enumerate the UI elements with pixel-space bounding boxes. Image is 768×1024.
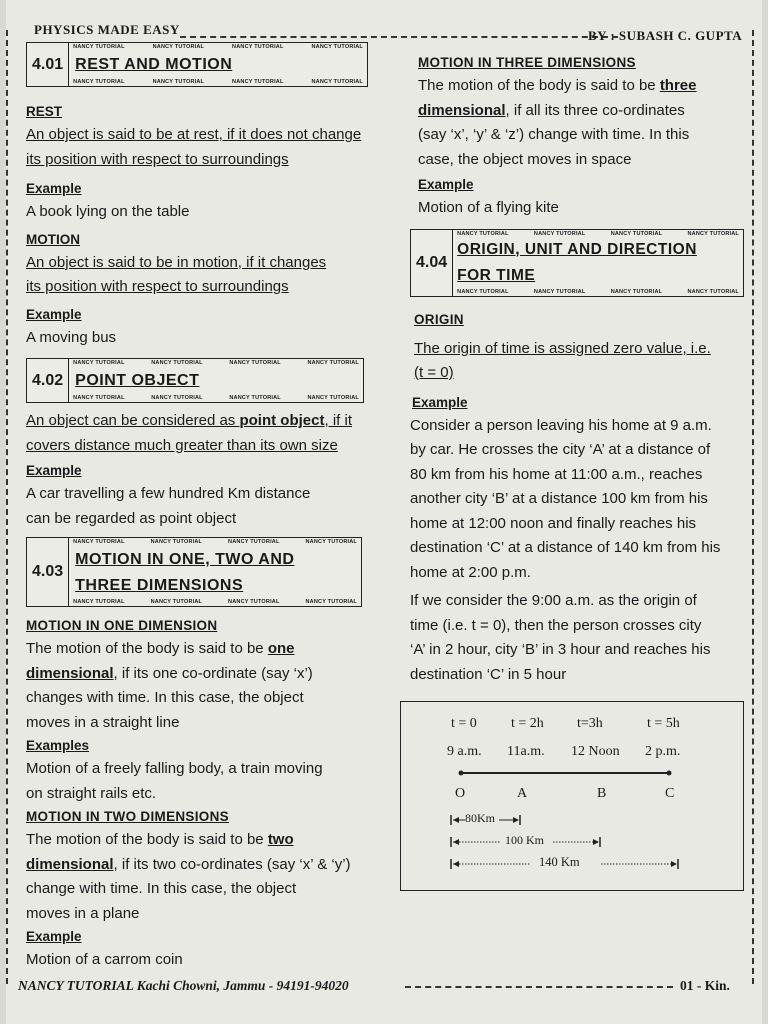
rest-definition-line-2: its position with respect to surroundings <box>26 150 289 168</box>
one-dimension-line-1: The motion of the body is said to be one <box>26 640 295 657</box>
two-dimension-label: MOTION IN TWO DIMENSIONS <box>26 809 229 824</box>
footer-page-number: 01 - Kin. <box>680 978 730 993</box>
section-title: POINT OBJECT <box>75 372 200 389</box>
diagram-distance-140: 140 Km <box>539 855 580 869</box>
three-dimension-label: MOTION IN THREE DIMENSIONS <box>418 55 636 70</box>
watermark-row: NANCY TUTORIAL NANCY TUTORIAL NANCY TUTORIAL NANCY TUTORIAL <box>73 360 359 366</box>
watermark-row: NANCY TUTORIAL NANCY TUTORIAL NANCY TUTORIAL NANCY TUTORIAL <box>457 288 739 295</box>
watermark-row: NANCY TUTORIAL NANCY TUTORIAL NANCY TUTORIAL NANCY TUTORIAL <box>457 230 739 237</box>
diagram-distance-80: 80Km <box>465 811 495 825</box>
three-dimension-line-4: case, the object moves in space <box>418 150 632 168</box>
header-book-title: PHYSICS MADE EASY <box>34 22 180 37</box>
section-title-line-1: ORIGIN, UNIT AND DIRECTION <box>457 240 697 258</box>
motion-example-label: Example <box>26 306 82 322</box>
section-title-line-2: FOR TIME <box>457 266 536 284</box>
watermark-row: NANCY TUTORIAL NANCY TUTORIAL NANCY TUTORIAL NANCY TUTORIAL <box>73 599 357 605</box>
diagram-t-label: t=3h <box>577 716 603 731</box>
two-dimension-line-2: dimensional, if its two co-ordinates (say ‘x’ & ‘y’) <box>26 855 351 873</box>
motion-label: MOTION <box>26 231 80 247</box>
rest-label: REST <box>26 104 63 119</box>
motion-definition-line-1: An object is said to be in motion, if it changes <box>26 253 327 271</box>
paragraph-line: home at 12:00 noon and finally reaches his <box>410 514 697 532</box>
paragraph-line: If we consider the 9:00 a.m. as the origin of <box>410 592 697 609</box>
watermark-row: NANCY TUTORIAL NANCY TUTORIAL NANCY TUTORIAL NANCY TUTORIAL <box>73 539 357 545</box>
origin-label: ORIGIN <box>414 311 464 327</box>
one-dimension-line-4: moves in a straight line <box>26 713 180 731</box>
one-dimension-line-2: dimensional, if its one co-ordinate (say ‘x’) <box>26 664 313 682</box>
point-example-label: Example <box>26 463 82 478</box>
watermark-row: NANCY TUTORIAL NANCY TUTORIAL NANCY TUTORIAL NANCY TUTORIAL <box>73 395 359 401</box>
section-title-line-1: MOTION IN ONE, TWO AND <box>75 551 295 568</box>
rest-example: A book lying on the table <box>26 203 190 220</box>
diagram-t-label: t = 5h <box>647 716 680 731</box>
paragraph-line: by car. He crosses the city ‘A’ at a distance of <box>410 441 711 458</box>
paragraph-line: 80 km from his home at 11:00 a.m., reaches <box>410 465 703 483</box>
point-c <box>667 771 672 776</box>
origin-definition-line-2: (t = 0) <box>414 364 454 381</box>
paragraph-line: destination ‘C’ in 5 hour <box>410 665 567 683</box>
section-4-02-heading <box>26 358 364 403</box>
diagram-t-label: t = 0 <box>451 716 477 731</box>
diagram-point-label: C <box>665 786 675 801</box>
section-number: 4.02 <box>27 359 69 402</box>
diagram-point-label: B <box>597 786 607 801</box>
diagram-clock-label: 12 Noon <box>571 744 620 759</box>
section-title-line-2: THREE DIMENSIONS <box>75 577 244 594</box>
three-dimension-line-2: dimensional, if all its three co-ordinates <box>418 101 685 119</box>
two-dimension-example-label: Example <box>26 929 82 944</box>
origin-example-paragraph <box>410 414 746 586</box>
point-object-definition-line-1: An object can be considered as point object, if it <box>26 412 352 429</box>
three-dimension-line-3: (say ‘x’, ‘y’ & ‘z’) change with time. In this <box>418 126 690 143</box>
watermark-row: NANCY TUTORIAL NANCY TUTORIAL NANCY TUTORIAL NANCY TUTORIAL <box>73 79 363 85</box>
paragraph-line: Consider a person leaving his home at 9 a.m. <box>410 416 712 434</box>
origin-definition-line-1: The origin of time is assigned zero value, i.e. <box>414 339 711 357</box>
point-object-definition-line-2: covers distance much greater than its own size <box>26 436 338 454</box>
three-dimension-line-1: The motion of the body is said to be three <box>418 77 697 94</box>
motion-definition-line-2: its position with respect to surroundings <box>26 278 289 295</box>
section-4-04-heading <box>410 229 744 297</box>
diagram-clock-label: 2 p.m. <box>645 744 681 759</box>
paragraph-line: time (i.e. t = 0), then the person crosses city <box>410 616 702 634</box>
one-dimension-example-line-2: on straight rails etc. <box>26 784 157 802</box>
footer-dashed-line <box>405 986 673 988</box>
motion-example: A moving bus <box>26 328 117 346</box>
header-dashed-line <box>180 36 618 38</box>
two-dimension-line-1: The motion of the body is said to be two <box>26 831 294 848</box>
diagram-clock-label: 11a.m. <box>507 744 545 759</box>
origin-explanation-paragraph <box>410 589 746 687</box>
point-o <box>459 771 464 776</box>
two-dimension-example: Motion of a carrom coin <box>26 951 183 968</box>
left-dashed-border <box>6 30 8 984</box>
three-dimension-example-label: Example <box>418 177 474 192</box>
header-author: BY : SUBASH C. GUPTA <box>588 28 743 43</box>
diagram-clock-label: 9 a.m. <box>447 744 482 759</box>
point-example-line-2: can be regarded as point object <box>26 509 237 527</box>
rest-definition-line-1: An object is said to be at rest, if it does not change <box>26 126 362 143</box>
three-dimension-example: Motion of a flying kite <box>418 199 559 216</box>
one-dimension-examples-label: Examples <box>26 738 90 753</box>
diagram-point-label: A <box>517 786 528 801</box>
paragraph-line: home at 2:00 p.m. <box>410 563 531 581</box>
time-origin-diagram <box>400 701 744 891</box>
section-title: REST AND MOTION <box>75 56 233 73</box>
two-dimension-line-3: change with time. In this case, the object <box>26 880 297 897</box>
right-column <box>410 52 746 891</box>
one-dimension-line-3: changes with time. In this case, the object <box>26 689 304 706</box>
section-4-03-heading <box>26 537 362 607</box>
paragraph-line: ‘A’ in 2 hour, city ‘B’ in 3 hour and reaches his <box>410 641 711 658</box>
footer-address: NANCY TUTORIAL Kachi Chowni, Jammu - 94191-94020 <box>18 978 349 993</box>
section-number: 4.01 <box>27 43 69 86</box>
watermark-row: NANCY TUTORIAL NANCY TUTORIAL NANCY TUTORIAL NANCY TUTORIAL <box>73 44 363 50</box>
section-4-01-heading <box>26 42 368 87</box>
section-number: 4.03 <box>27 538 69 606</box>
right-dashed-border <box>752 30 754 984</box>
origin-example-label: Example <box>412 394 468 410</box>
paragraph-line: destination ‘C’ at a distance of 140 km from his <box>410 539 721 556</box>
one-dimension-label: MOTION IN ONE DIMENSION <box>26 618 218 633</box>
diagram-t-label: t = 2h <box>511 716 544 731</box>
left-column <box>26 42 378 973</box>
diagram-point-label: O <box>455 786 466 801</box>
rest-example-label: Example <box>26 181 82 196</box>
one-dimension-example-line-1: Motion of a freely falling body, a train moving <box>26 760 323 777</box>
point-example-line-1: A car travelling a few hundred Km distance <box>26 485 311 502</box>
paragraph-line: another city ‘B’ at a distance 100 km from his <box>410 490 708 507</box>
two-dimension-line-4: moves in a plane <box>26 904 140 922</box>
section-number: 4.04 <box>411 230 453 296</box>
diagram-distance-100: 100 Km <box>505 833 544 847</box>
